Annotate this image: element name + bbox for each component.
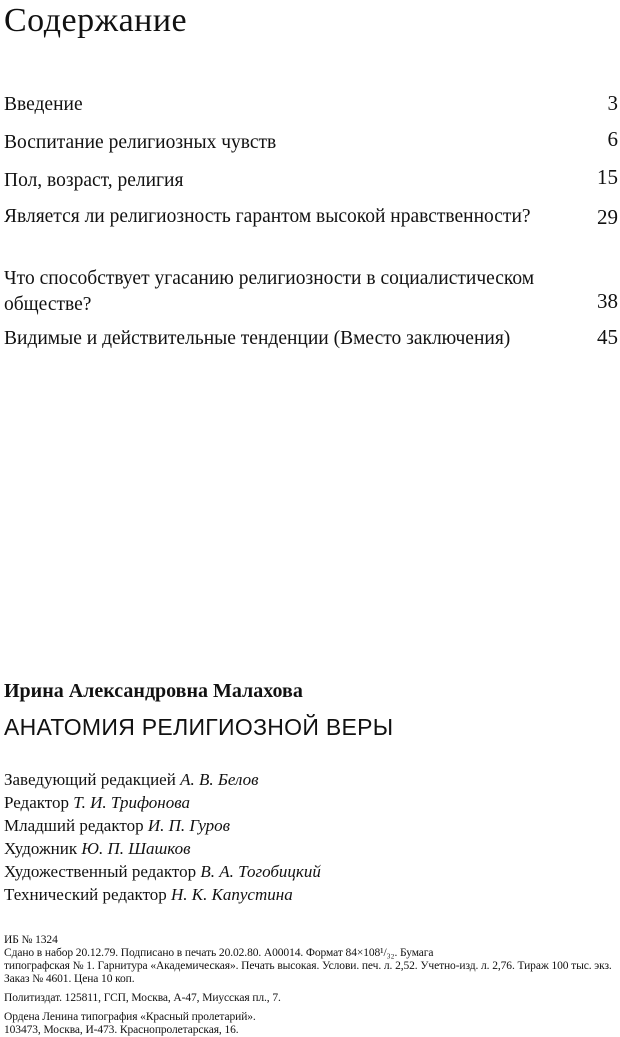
staff-row [4,768,321,791]
toc-entry-page: 38 [597,289,618,313]
staff-name: В. А. Тогобицкий [200,862,321,881]
toc-entry [4,92,618,118]
toc-entry-title: Видимые и действительные тенденции (Вместо заключения) [4,328,511,349]
imprint-publisher-address: Политиздат. 125811, ГСП, Москва, А-47, Миусская пл., 7. [4,992,281,1004]
toc-entry-page: 45 [597,325,618,349]
toc-entry [4,165,618,194]
toc-entry-title: Является ли религиозность гарантом высокой нравственности? [4,206,531,227]
staff-role: Редактор [4,793,69,812]
toc-entry-page: 6 [607,127,618,151]
toc-entry [4,127,618,156]
toc-entry [4,326,618,352]
staff-name: А. В. Белов [180,770,259,789]
toc-entry-title: Введение [4,94,83,115]
author-name: Ирина Александровна Малахова [4,680,303,702]
staff-name: Ю. П. Шашков [81,839,191,858]
toc-entry [4,266,618,318]
toc-entry-title: Пол, возраст, религия [4,170,184,191]
imprint-ib-number: ИБ № 1324 [4,934,58,946]
imprint-block [4,934,616,1037]
editorial-staff-list [4,768,321,906]
staff-row [4,860,321,883]
imprint-printer-name: Ордена Ленина типография «Красный пролетарий». [4,1011,256,1023]
staff-row [4,883,321,906]
toc-title: Содержание [4,2,188,39]
staff-row [4,791,321,814]
staff-name: Т. И. Трифонова [73,793,190,812]
staff-role: Художник [4,839,78,858]
book-title: АНАТОМИЯ РЕЛИГИОЗНОЙ ВЕРЫ [4,714,394,740]
staff-row [4,837,321,860]
staff-name: Н. К. Капустина [171,885,293,904]
staff-name: И. П. Гуров [147,816,231,835]
staff-role: Младший редактор [4,816,144,835]
imprint-printer-address: 103473, Москва, И-473. Краснопролетарская, 16. [4,1024,239,1036]
imprint-print-details-cont: типографская № 1. Гарнитура «Академическая». Печать высокая. Услови. печ. л. 2,52. Учетно-изд. л. 2,76. Тираж 100 тыс. экз. Заказ № 4601. Цена 10 коп. [4,960,612,985]
staff-row [4,814,321,837]
staff-role: Заведующий редакцией [4,770,176,789]
imprint-print-details: Сдано в набор 20.12.79. Подписано в печать 20.02.80. А00014. Формат 84×108¹/₃₂. Бумага [4,947,434,959]
toc-entry-page: 15 [597,165,618,189]
toc-entry-page: 3 [607,91,618,115]
staff-role: Художественный редактор [4,862,197,881]
toc-entry-title: Воспитание религиозных чувств [4,132,277,153]
toc-entry [4,204,618,230]
toc-entry-page: 29 [597,205,618,229]
toc-entry-title: Что способствует угасанию религиозности в социалистическом обществе? [4,268,535,315]
staff-role: Технический редактор [4,885,167,904]
